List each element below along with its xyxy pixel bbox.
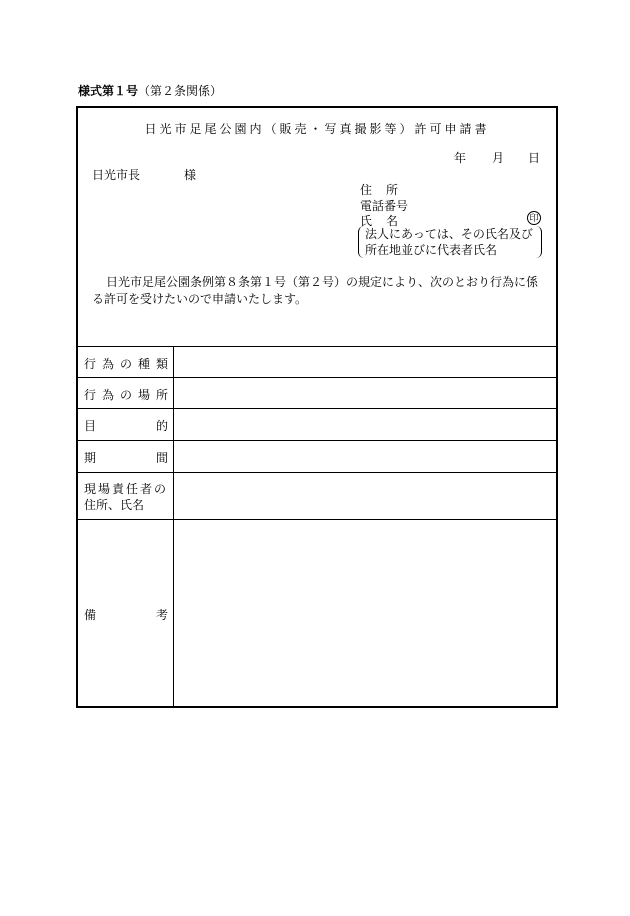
row-label-purpose-char: 目 (84, 419, 97, 433)
row-label-remarks (84, 606, 168, 623)
row-label-place-char: 為 (101, 388, 114, 402)
row-label-place (84, 386, 168, 403)
addressee-honorific: 様 (184, 168, 197, 182)
row-label-type-char: 行 (84, 357, 97, 371)
addressee-name: 日光市長 (92, 168, 141, 182)
row-label-place-char: の (119, 388, 132, 402)
name-label: 氏名 (360, 214, 413, 228)
row-label-period-char: 期 (84, 451, 97, 465)
row-label-place-char: 所 (155, 388, 168, 402)
row-label-type-char: 為 (101, 357, 114, 371)
row-label-remarks-char: 備 (84, 608, 97, 622)
table-row-remarks (78, 519, 556, 706)
row-label-purpose (84, 417, 168, 434)
corporate-note-line1: 法人にあっては、その氏名及び (365, 227, 533, 241)
row-label-period-char: 間 (155, 451, 168, 465)
row-label-type-char: 種 (137, 357, 150, 371)
row-label-responsible-line2: 住所、氏名 (84, 498, 145, 512)
address-label: 住所 (360, 183, 413, 197)
row-label-type (84, 355, 168, 372)
date-year: 年 (454, 151, 467, 165)
addressee (92, 166, 196, 183)
body-text: 日光市足尾公園条例第８条第１号（第２号）の規定により、次のとおり行為に係る許可を受けたいので申請いたします。 (92, 275, 539, 306)
row-label-type-char: の (119, 357, 132, 371)
table-row-responsible (78, 472, 556, 519)
seal-mark: 印 (527, 211, 541, 225)
date-line (454, 149, 540, 166)
row-label-place-char: 行 (84, 388, 97, 402)
row-label-place-char: 場 (137, 388, 150, 402)
row-label-purpose-char: 的 (155, 419, 168, 433)
table-row-purpose (78, 408, 556, 440)
row-label-remarks-char: 考 (155, 608, 168, 622)
row-label-type-char: 類 (155, 357, 168, 371)
table-row-place (78, 377, 556, 408)
details-table (78, 346, 556, 706)
document-title: 日光市足尾公園内（販売・写真撮影等）許可申請書 (144, 122, 490, 136)
date-month: 月 (492, 151, 505, 165)
table-row-period (78, 440, 556, 472)
corporate-note-line2: 所在地並びに代表者氏名 (365, 243, 498, 257)
row-label-responsible (84, 481, 168, 513)
corporate-note (358, 226, 542, 258)
form-number-sub: （第２条関係） (138, 84, 223, 98)
form-number (78, 82, 222, 99)
table-row-type (78, 346, 556, 377)
phone-label: 電話番号 (360, 199, 409, 213)
row-label-period (84, 449, 168, 466)
application-form (76, 106, 558, 708)
table-column-divider (173, 346, 174, 706)
date-day: 日 (528, 151, 541, 165)
form-number-main: 様式第１号 (78, 84, 139, 98)
row-label-responsible-line1: 現場責任者の (84, 482, 169, 496)
